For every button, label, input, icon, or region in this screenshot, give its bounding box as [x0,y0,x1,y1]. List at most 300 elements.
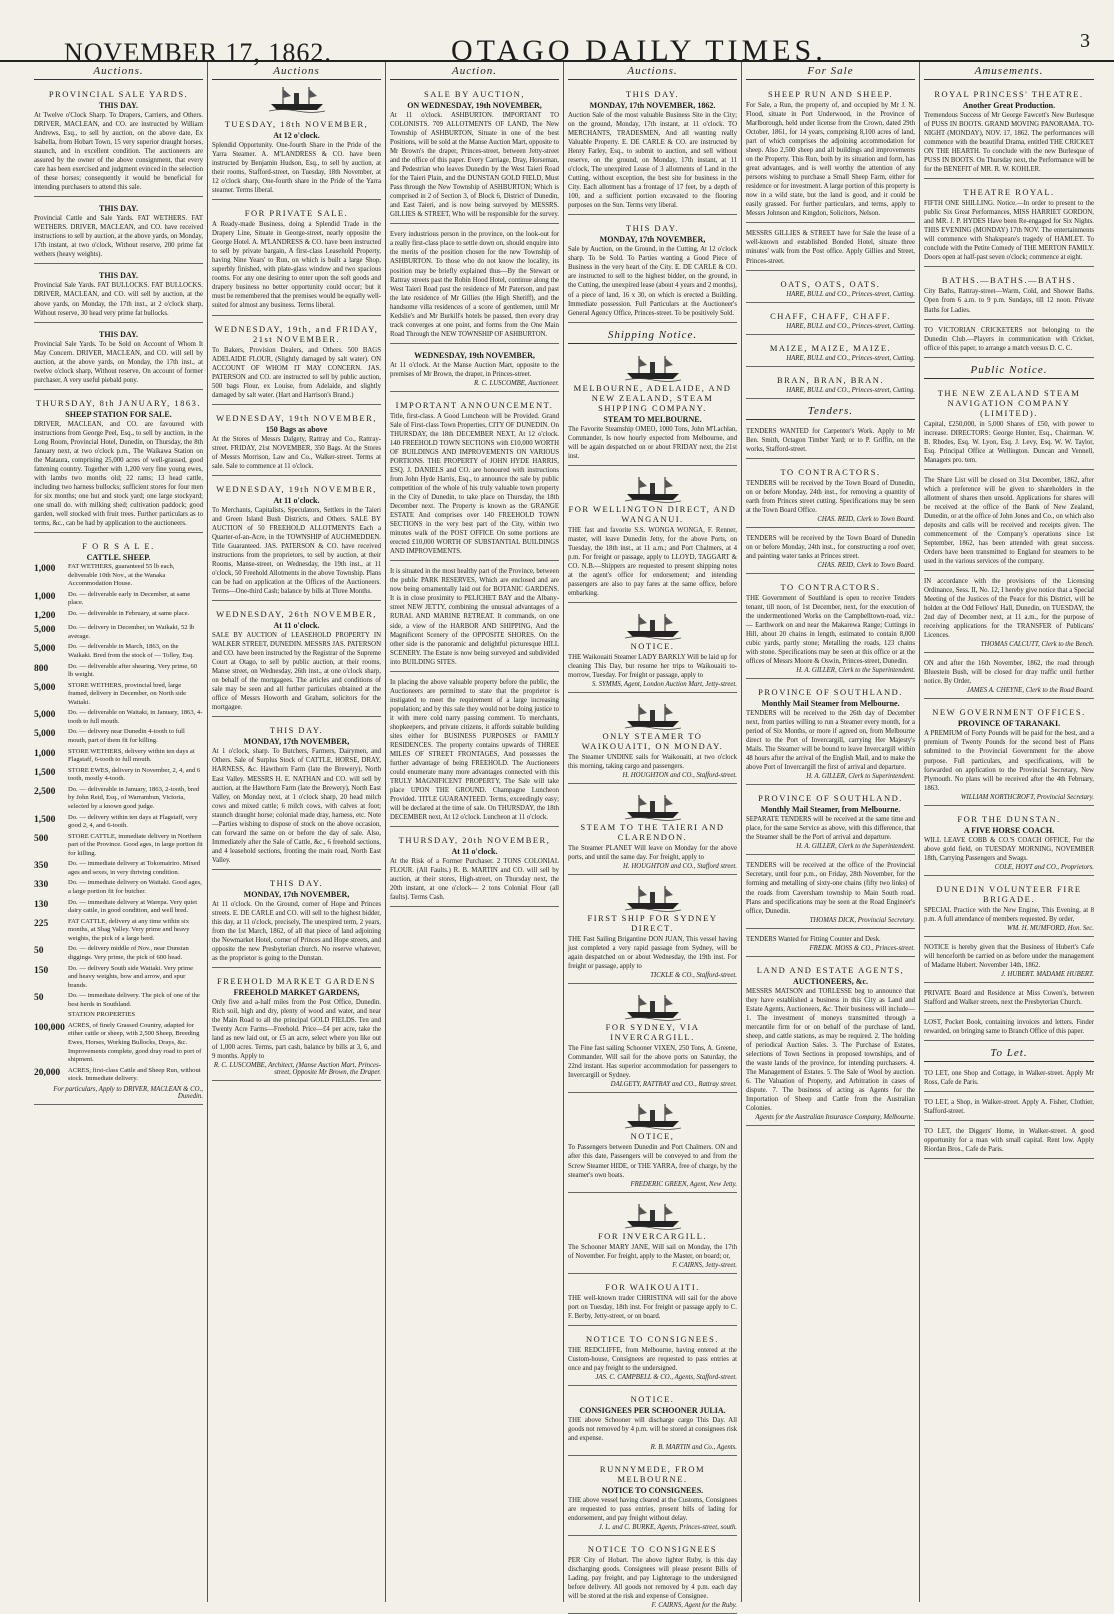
ad-title: RUNNYMEDE, FROM MELBOURNE. [599,1463,706,1484]
steamship-icon [623,474,683,502]
ad-heading: WEDNESDAY, 19th NOVEMBER, [414,350,535,360]
advertisement [568,606,737,693]
ad-body: WILL LEAVE COBB & CO.'S COACH OFFICE, For the above gold field, on TUESDAY MORNING, NOVEMBER 18th, Carrying Passengers and Swags. [924,836,1094,862]
livestock-row [34,1011,203,1020]
ad-title: IMPORTANT ANNOUNCEMENT. [395,399,554,410]
ad-body: TENDERS Wanted for Fitting Counter and Desk. [746,935,881,943]
livestock-row [34,663,203,680]
advertisement [34,267,203,322]
livestock-quantity: 50 [34,946,44,957]
column-heading: Auctions [212,62,381,80]
advertisement [212,604,381,717]
ad-title: CHAFF, CHAFF, CHAFF. [770,310,891,321]
advertisement [212,873,381,968]
advertisement [746,226,915,270]
issue-date: NOVEMBER 17, 1862. [64,38,332,67]
ad-body: At the Stores of Messrs Dalgety, Rattray and Co., Rattray-street. FRIDAY, 21st NOVEMBER, 350 Bags. At the Stores of Messrs Morrison, Law and Co., Walker-street. Terms at sale. Sale to commence at 11 o'clock. [212,435,381,470]
ad-body: TO LET, a Shop, in Walker-street. Apply A. Fisher, Clothier, Stafford-street. [924,1099,1094,1116]
ad-signature: R. C. LUSCOMBE, Auctioneer. [473,379,559,387]
ad-body: THE fast and favorite S.S. WONGA WONGA, F. Renner, master, will leave Dunedin Jetty, for the above Ports, on Tuesday, the 18th inst., at 11 a.m.; and Port Chalmers, at 4 p.m. For freight or passage, apply to LLOYD, TAGGART & CO. N.B.—Shippers are requested to present shipping notes at the agent's office for endorsement; and intending passengers are also to pay fares at the same office, before embarking. [568,526,737,597]
advertisement [924,702,1094,805]
ad-body: The Steamer PLANET Will leave on Monday for the above ports, and until the same day. For freight, apply to [568,845,737,862]
ad-signature: THOMAS CALCUTT, Clerk to the Bench. [980,641,1094,649]
ad-body: TO LET, one Shop and Cottage, in Walker-street. Apply Mr Ross, Cafe de Paris. [924,1070,1094,1087]
ad-body: SALE BY AUCTION of LEASEHOLD PROPERTY IN WALKER STREET, DUNEDIN. MESSRS JAS. PATERSON and CO. have been instructed by the Registrar of the Supreme Court at Otago, to sell by public auction, at their rooms, Manse street, on Wednesday, 26th inst., at one o'clock sharp, on behalf of the mortgagees. The articles and conditions of sale may be seen and all further particulars obtained at the office of Messrs Howorth and Graham, solicitors for the mortgagee. [212,632,381,712]
ad-body: At 11 o'clock. ASHBURTON. IMPORTANT TO COLONISTS. 709 ALLOTMENTS OF LAND, The New Township of ASHBURTON, Situate in one of the best Positions, will be sold at the Manse Auction Mart, opposite to Mr Brown's the draper, Princes-street, between Jetty-street and the office of this paper. Every Carriage, Dray, Horseman, and Pedestrian who leaves Dunedin by the West Taieri Road for the Taieri Plain, and the DUNSTAN GOLD FIELD, Must Pass through the New Township of ASHBURTON; Which is comprised in 2 of Section 3, of Block 6, District of Dunedin, and East Taieri, and is now being surveyed by MESSRS. GILLIES & STREET, Who will be responsible for the survey. [390,112,560,219]
masthead [0,0,1114,67]
steamship-icon [623,701,683,729]
ad-signature: JAMES A. CHEYNE, Clerk to the Road Board. [966,687,1094,695]
section-heading-shipping: Shipping Notice. [568,326,737,344]
advertisement [568,469,737,603]
advertisement [568,1329,737,1386]
steamship-icon [623,611,683,639]
livestock-description: Do. — delivery in December, on Waikaki, 52 lb average. [68,624,195,640]
livestock-row [34,992,203,1009]
ad-title: STEAM TO THE TAIERI AND CLARENDON. [580,822,725,843]
livestock-row [34,709,203,726]
advertisement [746,960,915,1126]
ad-title: WEDNESDAY, 26th NOVEMBER, [216,609,377,620]
livestock-subtitle: CATTLE. SHEEP. [86,553,151,563]
ad-signature: FREDERIC GREEN, Agent, New Jetty. [630,1180,737,1188]
livestock-row [34,1022,203,1065]
livestock-row [34,879,203,896]
advertisement [568,1277,737,1326]
ad-heading: MONDAY, 17th NOVEMBER, [243,889,350,899]
advertisement [568,987,737,1093]
ad-signature: HARE, BULL and CO., Princes-street, Cutting. [786,322,915,330]
ad-signature: TICKLE & CO., Stafford-street. [650,972,737,980]
ad-title: PROVINCIAL SALE YARDS. [48,89,189,99]
ad-title: NEW GOVERNMENT OFFICES. [932,707,1086,718]
ad-body: Provincial Sale Yards. To be Sold on Account of Whom It May Concern. DRIVER, MACLEAN, and CO. will sell by auction, at the above yards, on Monday, the 17th inst., at twelve o'clock sharp, Without reserve, On account of former purchaser, A very useful piebald pony. [34,340,203,384]
ad-body: TENDERS WANTED for Carpenter's Work. Apply to Mr Ben. Smith, Octagon Timber Yard; or to P. Griffin, on the works, Stafford-street. [746,427,915,453]
ad-body: PER City of Hobart. The above lighter Ruby, is this day discharging goods. Consignees will please present Bills of Lading, pay freight, and pay Lighterage to the undersigned before delivery. All goods not removed by 4 p.m. each day will be stored at the risk and expense of Consignee. [568,1557,737,1601]
livestock-description: STORE WETHERS, delivery within ten days at Flagstaff, 6-tooth to full mouth. [68,747,195,764]
ad-body: City Baths, Rattray-street—Warm, Cold, and Shower Baths. Open from 6 a.m. to 9 p.m. Sundays, till 12 noon. Private Baths for Ladies. [924,288,1094,314]
ad-heading: At 11 o'clock. [273,621,320,631]
ad-title: FOR INVERCARGILL. [597,1230,708,1241]
livestock-row [34,563,203,589]
ad-body: Title, first-class. A Good Luncheon will be Provided. Grand Sale of First-class Town Properties, CITY OF DUNEDIN. On THURSDAY, the 18th DECEMBER NEXT, At 12 o'clock. 140 FREEHOLD TOWN SECTIONS with £10,000 WORTH OF BUILDINGS AND IMPROVEMENTS ON VARIOUS PORTIONS. THE PROPERTY of JOHN HYDE HARRIS, ESQ. J. DANIELS and CO. are honoured with instructions from John Hyde Harris, Esq., to announce the sale by public competition of the whole of his truly valuable town property in the City of Dunedin, to take place on Thursday, the 18th December next. The Property is known as the GRANGE ESTATE And comprises over 140 FREEHOLD TOWN SECTIONS in the very best part of the City, within two minutes walk of the POST OFFICE On some portions are erected £10,000 WORTH OF SUBSTANTIAL BUILDINGS AND IMPROVEMENTS. [390,412,559,556]
advertisement [746,788,915,855]
livestock-quantity: 1,200 [34,610,56,621]
advertisement [924,182,1094,267]
ad-heading: MONDAY, 17th NOVEMBER, 1862. [589,101,716,110]
ad-title: THIS DAY. [625,89,680,99]
livestock-quantity: 50 [34,993,44,1004]
advertisement [390,395,559,562]
ad-signature: HARE, BULL and CO., Princes-street, Cutting. [786,354,915,362]
ad-body: THE Government of Southland is open to receive Tenders tenant, till noon, of 1st December, next, for the execution of the undermentioned Works on the Campbelltown-road, viz.:— Earthwork on and near the Makarewa Range; Cuttings in Hill, about 20 chains in length, estimated to contain 8,000 cubic yards, partly stone; Metalling the roads, 123 chains with stone. Specifications may be seen at this office or at the offices of Messrs Moore & Oswin, Princes-street, Dunedin. [746,594,915,666]
ad-signature: H. HOUGHTON and CO., Stafford street. [623,863,737,871]
ad-body: At 11 o'clock. On the Ground, corner of Hope and Princes streets. E. DE CARLE and CO. will sell to the highest bidder, this day, at 11 o'clock, precisely, The unexpired term, 2 years, from the 1st March, 1862, of all that piece of land adjoining the Newmarket Hotel, corner of Princes and Hope streets, and opposite the new Presbyterian church. No reserve whatever, as the proprietor is going to the Dunstan. [212,900,381,962]
livestock-description: STORE WETHERS, provincial bred, large framed, delivery in December, on North side Waitaki. [68,681,187,706]
ad-title: THEATRE ROYAL. [963,187,1055,198]
ad-signature: FREDK. MOSS & CO., Princes-street. [809,944,915,952]
ad-signature: F. CAIRNS, Jetty-street. [672,1261,737,1269]
advertisement [34,200,203,264]
ad-body: A Ready-made Business, doing a Splendid Trade in the Drapery Line, Situate in George-street, nearly opposite the George Hotel. A. M'LANDRESS & CO. have been instructed to sell by private bargain, A first-class Leasehold Property, having Nine Years' to Run, on which is built a large Shop, superbly finished, with plate-glass window and two spacious rooms. For any one desiring to enter upon the soft goods and drapery business no better opportunity could occur; but it must be remembered that the premises would be equally well-suited for almost any business. Terms liberal. [212,221,381,310]
column-area [30,62,1104,1610]
advertisement [924,473,1094,571]
ad-signature: DALGETY, RATTRAY and CO., Rattray street. [610,1081,737,1089]
ad-title: THURSDAY, 8th JANUARY, 1863. [35,397,202,408]
ad-signature: R. C. LUSCOMBE, Architect, (Manse Auction Mart, Princes-street, Opposite Mr Brown, the Draper. [213,1062,381,1077]
ad-heading: THIS DAY. [99,101,138,110]
livestock-quantity: 225 [34,918,49,929]
ad-title: LAND AND ESTATE AGENTS, [756,964,905,975]
livestock-row [34,591,203,608]
ad-body: To Bakers, Provision Dealers, and Others. 500 BAGS ADELAIDE FLOUR, (Slightly damaged by salt water). ON ACCOUNT OF WHOM IT MAY CONCERN. JAS. PATERSON and CO. are instructed to sell by public auction, 500 bags Flour, ex Louise, from Adelaide, and slightly damaged by salt water. (Hart and Harrison's Brand.) [212,346,381,399]
livestock-row [34,682,203,708]
ad-signature: COLE, HOYT and CO., Proprietors. [994,863,1094,871]
livestock-row [34,786,203,812]
steamship-icon [267,84,327,112]
advertisement [924,986,1094,1012]
ad-signature: J. HUBERT. MADAME HUBERT. [1001,970,1094,978]
ad-body: TENDERS will be received at the office of the Provincial Secretary, until four p.m., on Friday, 28th November, for the forming and metalling of sixty-one chains (fifty two links) of the roads from Caversham township to Main South road. Plans and specifications may be seen at the Road Engineer's office, Dunedin. [746,862,915,915]
ad-body: At 1 o'clock, sharp. To Butchers, Farmers, Dairymen, and Others. Sale of Surplus Stock of CATTLE, HORSE, DRAY, HARNESS, &c. Hawthorn Farm (late the Brewery), North East Valley. MESSRS H. E. NATHAN and CO. will sell by auction, at the Hawthorn Farm (late the Brewery), North East Valley, on Monday next, at 1 o'clock sharp, 20 head milch cows and mixed cattle; 6 milch cows, with calves at foot; staunch draught horse; colonial made dray, harness, etc. Note—Parties wishing to dispose of stock on the above occasion, can forward the same on or before the day of sale. Also, Immediately after the Sale of Cattle, &c., 6 freehold sections, and 4 leasehold sections, fronting the main road, North East Valley. [212,748,381,864]
ad-signature: F. CAIRNS, Agent for the Ruby. [651,1602,737,1610]
column-auction-3 [386,62,564,1602]
ad-title: FOR WAIKOUAITI. [605,1281,700,1292]
ad-body: Every industrious person in the province, on the look-out for a really first-class place to settle down on, should enquire into the merits of the position chosen for the new Township of ASHBURTON. To those who do not know the locality, its position may be briefly explained thus—By the Stewart or Rattray streets past the Robin Hood Hotel, continue along the West Taieri Road past the residence of Mr Paterson, and past the late residence of Mr Gillies (the High Sheriff), and the handsome villa residences of a score of gentlemen, until Mr Kedslie's and Mr Burkill's hotels be passed, then every dray track converges at one point, and forms from the One Main Road Through the NEW TOWNSHIP OF ASHBURTON. [390,231,559,338]
livestock-description: Do. — deliverable on Waitaki, in January, 1863, 4-tooth to full mouth. [68,709,203,725]
livestock-description: Do. — deliverable early in December, at same place. [68,590,191,607]
livestock-quantity: 1,000 [34,591,56,602]
advertisement [924,1015,1094,1041]
ad-body: For Sale, a Run, the property of, and occupied by Mr J. N. Flood, situate in Port Underwood, in the Province of Marlborough, held under license from the Crown, dated 29th October, 1861, for 14 years, comprising 8,100 acres of land, part of which comprises the adjoining accommodation for sheep. Also 2,500 sheep and all buildings and improvements on the Property. This Run, both by its situation and form, has great advantages, and is well worthy the attention of any persons wishing to purchase a Small Sheep Farm, either for residence or for investment. A large portion of this property is now in a wild state, but the land is good, and it could be easily grassed. For further particulars, and terms, apply to Messrs Johnson and Kingdon, Solicitors, Nelson. [746,102,915,218]
ad-signature: H. A. GILLER, Clerk to the Superintendent. [796,843,915,851]
advertisement [568,1539,737,1614]
livestock-description: Do. — immediate delivery. The pick of one of the best herds in Southland. [68,992,200,1008]
livestock-row [34,814,203,831]
livestock-description: Do. — delivery middle of Nov., near Dunstan diggings. Very prime, the pick of 600 head. [68,945,189,961]
livestock-row [34,945,203,962]
advertisement [924,809,1094,876]
ad-title: THIS DAY. [625,223,680,234]
ad-body: The Favorite Steamship OMEO, 1000 Tons, John M'Lachlan, Commander, Is now hourly expected from Melbourne, and will be again despatched on or about FRIDAY next, the 21st inst. [568,425,737,460]
livestock-row [34,624,203,641]
ad-body: SEPARATE TENDERS will be received at the same time and place, for the same Service as above, with this difference, that the Steamer shall be the Port of arrival and departure. [746,816,915,842]
ad-title: THIS DAY. [269,877,324,888]
advertisement [568,1459,737,1536]
ad-heading: Monthly Mail Steamer from Melbourne. [761,699,900,709]
advertisement [390,227,559,343]
ad-title: FOR THE DUNSTAN. [957,813,1061,824]
ad-title: WEDNESDAY, 19th NOVEMBER, [216,412,377,423]
advertisement [746,424,915,459]
ad-body: In placing the above valuable property before the public, the Auctioneers are permitted to state that the proprietor is instigated to meet the requirement of a large increasing population; and by this sale they would not be doing justice to it with mere cold narry passing comment. To merchants, shopkeepers, and private citizens, it affords suitable building sites either for BUSINESS PURPOSES or FAMILY RESIDENCES. The property contains upwards of THREE MILES OF STREET FRONTAGES, And possesses the further advantage of being FREEHOLD. The Auctioneers could enumerate many more advantages connected with this TRULY MAGNIFICENT PROPERTY, The Sale will take place UPON THE GROUND. Champagne Luncheon Provided. TITLE GUARANTEED. Terms, exceedingly easy; will be declared at the time of sale. On THURSDAY, the 18th DECEMBER next, At 12 o'clock. Luncheon at 11 o'clock. [390,678,559,822]
ad-body: TO VICTORIAN CRICKETERS not belonging to the Dunedin Club.—Players in communication with Cricket, office of this paper, to arrange a match versus D. C. C. [924,326,1094,352]
ad-title: ONLY STEAMER TO WAIKOUAITI, ON MONDAY. [581,731,724,752]
ad-title: NOTICE, [630,1131,675,1142]
ad-title: THE NEW ZEALAND STEAM NAVIGATION COMPANY (LIMITED). [937,387,1081,418]
ad-body: At 11 o'clock. At the Manse Auction Mart, opposite to the premises of Mr Brown, the draper, in Princes-street. [390,361,559,378]
ad-heading: PROVINCE OF TARANAKI. [957,719,1061,729]
advertisement [34,84,203,197]
advertisement [568,84,737,215]
ad-heading: CONSIGNEES PER SCHOONER JULIA. [579,1405,726,1415]
ad-title: THURSDAY, 20th NOVEMBER, [398,835,551,846]
section-heading-tenders: Tenders. [746,402,915,420]
livestock-quantity: 350 [34,861,49,872]
advertisement [390,84,559,224]
livestock-description: Do. — deliverable in February, at same place. [68,609,190,617]
ad-heading: At 11 o'clock. [451,847,498,857]
livestock-row [34,767,203,784]
ad-title: MELBOURNE, ADELAIDE, AND NEW ZEALAND, STEAM SHIPPING COMPANY. [573,382,732,413]
ad-body: It is situated in the most healthy part of the Province, between the public PARK RESERVES, Which are enclosed and are now being ornamentally laid out for BOTANIC GARDENS. It is in close proximity to PELICHET BAY and the Albany-street NEW JETTY, combining the unusual advantages of a RURAL AND MARINE RETREAT. It commands, on one side, a view of the HARBOR AND SHIPPING, And the Magnificent Scenery of the OPPOSITE SHORES. On the other side is the panoramic and delightful picturesque HILL SCENERY. The Estate is now being surveyed and subdivided into BUILDING SITES. [390,568,559,666]
column-auctions-1 [30,62,208,1602]
ad-title: FREEHOLD MARKET GARDENS [216,976,377,987]
ad-title: TO CONTRACTORS. [780,581,881,592]
ad-heading: MONDAY, 17th NOVEMBER, [243,737,350,747]
advertisement [746,932,915,957]
ad-body: THE Waikouaiti Steamer LADY BARKLY Will be laid up for cleaning This Day, but resume her trips to Waikouaiti to-morrow, Tuesday. For freight or passage, apply to [568,653,737,680]
ad-heading: A FIVE HORSE COACH. [963,825,1055,835]
advertisement [390,830,559,907]
livestock-title: F O R S A L E. [82,541,155,552]
livestock-quantity: 1,000 [34,748,56,759]
ad-heading: SHEEP STATION FOR SALE. [65,409,172,419]
steamship-icon [623,1101,683,1129]
ad-body: The Share List will be closed on 31st December, 1862, after which a preference will be given to shareholders in the allotment of shares then unsold. Applications for shares will be received at the office of the Bank of New Zealand, Dunedin, or at the office of John Jones and Co., on which also deposits and calls will be received and receipts given. The commencement of the Company's operations since 1st September, 1862, has been attended with great success. Orders have been transmitted to England for steamers to be used in the various services of the company. [924,476,1094,566]
livestock-quantity: 500 [34,833,49,844]
ad-signature: H. HOUGHTON and CO., Stafford-street. [622,772,737,780]
advertisement [746,84,915,223]
steamship-icon [623,1201,683,1229]
livestock-quantity: 5,000 [34,625,56,636]
column-heading: For Sale [746,62,915,80]
ad-body: MESSRS GILLIES & STREET have for Sale the lease of a well-known and established Bonded Hotel, situate three minutes' walk from the Post office. Apply Gillies and Street, Princes-street. [746,230,915,265]
livestock-quantity: 1,000 [34,564,56,575]
ad-body: Provincial Sale Yards. FAT BULLOCKS. FAT BULLOCKS. DRIVER, MACLEAN, and CO. will sell by auction, at the above yards, on Monday, the 17th inst., at 2 o'clock sharp, Without reserve, 30 head very prime fat bullocks. [34,282,203,317]
ad-heading: MONDAY, 17th NOVEMBER, [599,235,706,245]
advertisement [746,462,915,528]
ad-title: NOTICE TO CONSIGNEES. [586,1333,719,1344]
advertisement [746,577,915,679]
livestock-quantity: 100,000 [34,1022,65,1033]
livestock-description: Do. — delivery near Dunedin 4-tooth to full mouth, part of them fit for killing. [68,728,185,744]
advertisement [924,1095,1094,1121]
livestock-row [34,899,203,916]
advertisement [34,393,203,533]
livestock-quantity: 5,000 [34,729,56,740]
ad-body: IN accordance with the provisions of the Licensing Ordinance, Sess. II, No. 12, I hereby give notice that a Special Meeting of the Justices of the Peace for this District, will be holden at the Odd Fellows' Hall, Dunedin, on TUESDAY, the 2nd day of December next, at 11 a.m., for the purpose of receiving applications for the TRANSFER of Publicans' Licences. [924,578,1094,640]
livestock-quantity: 5,000 [34,644,56,655]
ad-heading: ON WEDNESDAY, 19th NOVEMBER, [407,101,542,110]
ad-title: BATHS.—BATHS.—BATHS. [941,275,1077,286]
ad-signature: H. A. GILLER, Clerk to Superintendent. [806,773,915,781]
ad-title: MAIZE, MAIZE, MAIZE. [769,342,892,353]
ad-body: THE Fast Sailing Brigantine DON JUAN, This vessel having just completed a very rapid passage from Sydney, will be again despatched on or about Wednesday, the 19th inst. For freight or passage, apply to [568,936,737,971]
livestock-for-sale-list [34,536,203,1105]
ad-body: THE above vessel having cleared at the Customs, Consignees are requested to pass entries, present bills of lading for endorsement, and pay freight without delay. [568,1496,737,1522]
column-heading: Auction. [390,62,559,80]
ad-signature: Agents for the Australian Insurance Company, Melbourne. [755,1114,915,1122]
livestock-quantity: 5,000 [34,710,56,721]
advertisement [924,1066,1094,1092]
livestock-description: STORE EWES, delivery in November, 2, 4, and 6 tooth, mostly 4-tooth. [68,766,201,783]
ad-heading: STEAM TO MELBOURNE. [603,414,702,424]
ad-body: Only five and a-half miles from the Post Office, Dunedin. Rich soil, high and dry, plenty of wood and water, and near the Main Road to all the principal GOLD FIELDS. Ten and Twenty Acre Farms—Freehold. Price—£4 per acre, take the land as new laid out, or £5 an acre, select where you like out of 1,000 acres. Terms, part cash, balance by bills at 3, 6, and 9 months. Apply to [212,999,381,1061]
ad-heading: NOTICE TO CONSIGNEES. [601,1485,704,1495]
section-heading-to-let: To Let. [924,1044,1094,1062]
ad-title: DUNEDIN VOLUNTEER FIRE BRIGADE. [936,883,1082,904]
ad-title: TUESDAY, 18th NOVEMBER, [224,119,369,129]
advertisement [212,479,381,601]
advertisement [212,114,381,200]
advertisement [746,274,915,303]
livestock-description: Do. — immediate delivery at Tokomairiro. Mixed ages and sexes, in very thriving condition. [68,860,200,876]
ad-heading: FREEHOLD MARKET GARDENS, [233,988,360,998]
livestock-quantity: 800 [34,663,49,674]
ad-body: TO LET, the Diggers' Home, in Walker-street. A good opportunity for a man with small capital. Rent low. Apply Riordan Bros., Cafe de Paris. [924,1128,1094,1154]
advertisement [924,574,1094,653]
ad-body: NOTICE is hereby given that the Business of Hubert's Cafe will henceforth be carried on as before under the management of Madame Hubert. November 14th, 1862. [924,943,1094,969]
steamship-icon [623,992,683,1020]
ad-body: To Merchants, Capitalists, Speculators, Settlers in the Taieri and Green Island Bush Districts, and Others. SALE BY AUCTION of 50 FREEHOLD ALLOTMENTS Each a Quarter-of-an-Acre, in the TOWNSHIP of AUCHMEDDEN. Title Guaranteed. JAS. PATERSON & CO. have received instructions from the proprietors, to sell by auction, at their Rooms, Manse-street, on Wednesday, the 19th inst., at 11 o'clock, 50 Freehold Allotments in the above Township. Plans can be had on application at the Offices of the Auctioneers. Terms—One-third Cash; balance by bills at Three Months. [212,506,381,596]
advertisement [34,326,203,390]
ad-body: THE above Schooner will discharge cargo This Day. All goods not removed by 4 p.m. will be stored at consignees risk and expense. [568,1416,737,1442]
ad-body: Provincial Cattle and Sale Yards. FAT WETHERS. FAT WETHERS. DRIVER, MACLEAN, and CO. have received instructions to sell by auction, at the above yards, on Monday, 17th instant, at two o'clock, Without reserve, 200 prime fat wethers (heavy weights). [34,215,203,259]
ad-heading: THIS DAY. [99,329,138,339]
section-heading-public-notice: Public Notice. [924,361,1094,379]
livestock-quantity: 1,500 [34,767,56,778]
ad-title: FOR WELLINGTON DIRECT, AND WANGANUI. [568,503,737,524]
advertisement [746,682,915,785]
advertisement [212,971,381,1081]
ad-body: MESSRS MATSON and TORLESSE beg to announce that they have established a business in this City as Land and Estate Agents, Auctioneers, &c. Their business will include— 1. The investment of moneys transmitted through a mercantile firm for or on behalf of the purchase of land, sheep, and cattle stations, as may be required. 2. The holding of periodical Auction Sales. 3. The Purchase of Estates, selections of Town Sections in proposed townships, and of the waste lands of the province, for intending purchasers. 4. The Management of Estates. 5. The Sale of Wool by auction. 6. The Valuation of Property, and Arbitration in cases of dispute. 7. The business of acting as Agents for the Importation of Sheep and Cattle from the Australian Colonies. [746,987,915,1113]
ad-body: Auction Sale of the most valuable Business Site in the City; on the ground, Monday, 17th instant, at 11 o'clock. TO MERCHANTS, TRADESMEN, And all wanting really Valuable Property. E. DE CARLE & CO. are instructed by Henry Farley, Esq., to submit to auction, and sell without reserve, on the ground, on Monday, 17th instant, at 11 o'clock, The unexpired Lease of 3 allotments of Land in the Cutting, without exception, the best site for business in the City. Each allotment has a frontage of 17 feet, by a depth of 100, and a sufficient portion excavated to the flooring purposes on the Sun. Terms very liberal. [568,112,737,210]
steamship-icon [623,792,683,820]
ad-signature: THOMAS DICK, Provincial Secretary. [809,916,915,924]
advertisement [924,879,1094,937]
page-number: 3 [1080,30,1090,52]
ad-body: A PREMIUM of Forty Pounds will be paid for the best, and a premium of Twenty Pounds for the second best of Plans submitted to the Provincial Government for the above purpose. Full particulars, and specifications, will be forwarded on application to the Provincial Secretary, New Plymouth. No plans will be received after the 4th February, 1863. [924,730,1094,792]
ad-signature: J. L. and C. BURKE, Agents, Princes-street, south. [598,1524,737,1531]
ad-title: NOTICE TO CONSIGNEES [587,1544,718,1554]
livestock-quantity: 5,000 [34,682,56,693]
ad-body: At Twelve o'Clock Sharp. To Drapers, Carriers, and Others. DRIVER, MACLEAN, and CO. are instructed by William Andrews, Esq., to sell by auction, on the above date, Ex Isabella, from Hobart Town, 15 very superior draught horses, staunch, and in excellent condition. The auctioneers are assured by the owner of the above consignment, that every care has been exercised and judgment evinced in the selection of these horses; consequently it would be beneficial for intending purchasers to attend this sale. [34,112,203,192]
ad-body: The Steamer UNDINE sails for Waikouaiti, at two o'clock this morning, taking cargo and passengers. [568,754,737,771]
advertisement [568,348,737,466]
ad-title: PROVINCE OF SOUTHLAND. [758,793,903,804]
advertisement [924,270,1094,319]
steamship-icon [623,353,683,381]
livestock-description: Do. — delivery South side Waitaki. Very prime and heavy weights, bow and arrow, and spur brands. [68,964,194,989]
ad-signature: WILLIAM NORTHCROFT, Provincial Secretary. [960,793,1094,801]
advertisement [746,370,915,399]
livestock-quantity: 150 [34,965,49,976]
ad-heading: THIS DAY. [99,204,138,214]
advertisement [212,408,381,476]
livestock-row [34,918,203,944]
livestock-row [34,860,203,877]
ad-title: PROVINCE OF SOUTHLAND. [758,687,903,698]
ad-body: Tremendous Success of Mr George Fawcett's New Burlesque of PUSS IN BOOTS. GRAND MOVING PANORAMA. TO-NIGHT (MONDAY), NOV. 17, 1862. The performances will commence with the beautiful Drama, entitled THE CRICKET ON THE HEARTH. To conclude with the new Burlesque of PUSS IN BOOTS. On Thursday next, the Performance will be for the BENEFIT of MR. R. W. KOHLER. [924,112,1094,174]
advertisement [568,1196,737,1274]
livestock-quantity: 330 [34,880,49,891]
ad-body: The Fine fast sailing Schooner VIXEN, 250 Tons, A. Greene, Commander, Will sail for the above ports on Saturday, the 22nd instant. Has superior accommodation for passengers to Invercargill or Sydney. [568,1045,737,1080]
ad-signature: JAS. C. CAMPBELL & CO., Agents, Stafford-street. [595,1373,737,1381]
livestock-row [34,965,203,991]
ad-title: FOR PRIVATE SALE. [244,208,349,219]
ad-title: WEDNESDAY, 19th, and FRIDAY, 21st NOVEMBER. [214,323,379,344]
advertisement [568,1096,737,1192]
livestock-row [34,748,203,765]
advertisement [924,383,1094,470]
livestock-row [34,833,203,859]
livestock-description: Do. — deliverable in March, 1863, on the Waikaki. Bred from the stock of — Tolley, Esq. [68,643,194,659]
advertisement [924,1124,1094,1159]
livestock-row [34,643,203,660]
ad-heading: THIS DAY. [99,271,138,281]
livestock-description: Do. — deliverable in January, 1863, 2-tooth, bred by John Reid, Esq., of Warrambun, Victoria, selected by a known good judge. [68,785,200,810]
ad-body: TENDERS will be received to the 26th day of December next, from parties willing to run a Steamer every month, for a period of Six Months, or more if agreed on, from Melbourne direct to the Port of Invercargill, carrying Her Majesty's Mails. The Steamer will be bound to leave Invercargill within 48 hours after the arrival of the English Mail, and to make the above Port of Invercargill the first of arrival and departure. [746,710,915,772]
ad-signature: H. A. GILLER, Clerk to the Superintendent. [796,667,915,675]
column-for-sale-tenders [742,62,920,1602]
advertisement [746,306,915,335]
column-auctions-2 [208,62,386,1602]
advertisement [746,858,915,928]
livestock-row [34,610,203,622]
ad-body: SPECIAL Practice with the New Engine, This Evening, at 8 p.m. A full attendance of members requested. By order, [924,906,1094,923]
livestock-description: FAT WETHERS, guaranteed 55 lb each, deliverable 10th Nov., at the Wanaka Accommodation House. [68,563,175,588]
ad-title: TO CONTRACTORS. [780,466,881,477]
newspaper-title: OTAGO DAILY TIMES. [451,34,827,67]
ad-title: SALE BY AUCTION, [424,89,525,99]
advertisement [746,531,915,574]
ad-signature: CHAS. REID, Clerk to Town Board. [817,561,915,569]
ad-body: THE REDCLIFFE, from Melbourne, having entered at the Custom-house, Consignees are requested to pass entries at once and pay freight to the undersigned. [568,1346,737,1372]
advertisement [746,338,915,367]
ad-signature: R. B. MARTIN and Co., Agents. [650,1443,737,1451]
ad-title: WEDNESDAY, 19th NOVEMBER, [216,483,377,494]
ad-body: Capital, £250,000, in 5,000 Shares of £50, with power to increase. DIRECTORS: George Hunter, Esq., Chairman. W. B. Rhodes, Esq. W. Lyon, Esq. J. Levy, Esq. W. W. Taylor, Esq. Principal Office at Wellington. Duncan and Vennell, Managers pro. tem. [924,420,1094,464]
advertisement [390,347,559,392]
ad-title: SHEEP RUN AND SHEEP. [767,89,894,99]
ad-body: TENDERS will be received by the Town Board of Dunedin, on or before Monday, 24th inst., for removing a quantity of earth from Princes street cutting. Specifications may be seen at the Town Board Office. [746,479,915,514]
ad-body: ON and after the 16th November, 1862, the road through Bluestein Bush, will be closed for dray traffic until further notice. By Order, [924,660,1094,686]
advertisement [212,203,381,315]
advertisement [390,564,559,671]
ad-body: THE well-known trader CHRISTINA will sail for the above port on Tuesday, 18th inst. For freight or passage apply to C. F. Berby, Jetty-street, or on board. [568,1294,737,1320]
ad-body: FIFTH ONE SHILLING. Notice.—In order to present to the public Six Great Performances, MISS HARRIET GORDON, and MR. J. P. HYDES Have been Re-engaged for Six Nights. THIS EVENING (MONDAY) 17th NOV. The entertainments will commence with Shakspeare's tragedy of HAMLET. To conclude with the Petite Comedy of THE MERTON FAMILY. Doors open at half-past seven o'clock; commence at eight. [924,200,1094,262]
ad-heading: At 12 o'clock. [273,131,320,140]
ad-signature: S. SYMMS, Agent, London Auction Mart, Jetty-street. [591,681,737,689]
ad-body: DRIVER, MACLEAN, and CO. are favoured with instructions from George Peel, Esq., to sell by auction, in the Long Room, Provincial Hotel, Dunedin, on Thursday, the 8th January next, at two o'clock p.m., The Waikawa Station on the Mataura, comprising 25,000 acres of well-grassed, good fattening country. Together with 1,200 very fine young ewes, with lambs two months old; 22 rams; 13 head cattle, including two harness bullocks; sufficient stores for four men for six months; one hut and stock yard; one large stockyard; one small do. with milking shed; cultivation paddock; good garden, well stocked with fruit trees. Further particulars as to terms, &c., can be had by application to the auctioneers. [34,420,203,528]
ad-heading: At 11 o'clock. [273,495,320,505]
advertisement [568,878,737,984]
ad-title: FIRST SHIP FOR SYDNEY DIRECT. [587,913,718,934]
advertisement [568,787,737,875]
livestock-quantity: 20,000 [34,1067,61,1078]
column-heading: Auctions. [568,62,737,80]
ad-body: LOST, Pocket Book, containing invoices and letters. Finder rewarded, on bringing same to Branch Office of this paper. [924,1018,1094,1035]
column-heading: Auctions. [34,62,203,80]
livestock-description: ACRES, first-class Cattle and Sheep Run, without stock. Immediate delivery. [68,1066,201,1083]
ad-body: TENDERS will be received by the Town Board of Dunedin on or before Monday, 24th inst., for constructing a roof over, and painting water tanks at Princes street. [746,534,915,560]
advertisement [924,323,1094,358]
ad-body: Splendid Opportunity. One-fourth Share in the Pride of the Yarra Steamer. A. M'LANDRESS & CO. have been instructed by Benjamin Hudson, Esq., to sell by auction, at their rooms, Stafford-street, on Tuesday, 18th November, at 12 o'clock sharp, One-fourth share in the Pride of the Yarra steamer. Terms liberal. [212,142,381,195]
ad-body: Sale by Auction, on the Ground, in the Cutting, At 12 o'clock sharp. To be Sold. To Parties wanting a Good Piece of Business in the very heart of the City. E. DE CARLE & CO. are instructed to sell to the highest bidder, on the ground, in the Cutting, the unexpired lease (about 4 years and 2 months), of a piece of land, 16 x 30, on which is erected a Building. Immediate possession. Full Particulars at the Auctioneer's General Agency Office, Princes-street. To be positively Sold. [568,246,737,317]
ad-title: OATS, OATS, OATS. [780,278,881,289]
ad-heading: Monthly Mail Steamer, from Melbourne. [760,805,901,815]
